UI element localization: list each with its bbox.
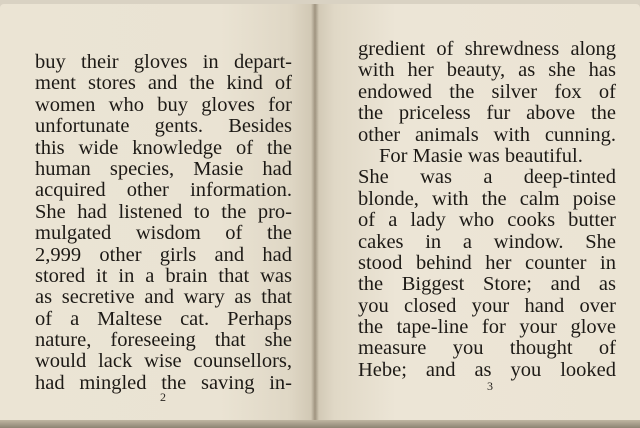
text-line: this wide knowledge of the [35,136,292,159]
text-line: mulgated wisdom of the [35,222,292,245]
text-line: For Masie was beautiful. [379,144,583,167]
page-edge [0,420,640,428]
text-line: as secretive and wary as that [35,286,292,309]
text-line: unfortunate gents. Besides [35,115,292,138]
text-line: endowed the silver fox of [358,80,616,103]
text-line: stood behind her counter in [358,251,616,274]
text-line: ment stores and the kind of [35,72,292,95]
text-line: the priceless fur above the [358,102,616,125]
page-number-left: 2 [160,390,166,404]
text-line: blonde, with the calm poise [358,187,616,210]
text-line: gredient of shrewdness along [358,38,616,60]
text-line: would lack wise counsellors, [35,350,292,373]
text-line: of a lady who cooks butter [358,209,616,232]
page-number-right: 3 [487,379,493,393]
text-line: Hebe; and as you looked [358,358,616,381]
text-line: She had listened to the pro- [35,200,292,223]
left-page [0,4,315,424]
text-line: cakes in a window. She [358,230,616,253]
text-line: 2,999 other girls and had [35,243,292,266]
text-line: with her beauty, as she has [358,59,616,82]
right-page-text [358,39,616,381]
text-line: nature, foreseeing that she [35,329,292,352]
text-line: human species, Masie had [35,157,292,180]
text-line: women who buy gloves for [35,93,292,116]
text-line: the tape-line for your glove [358,316,616,339]
text-line: acquired other information. [35,179,292,202]
text-line: measure you thought of [358,337,616,360]
text-line: of a Maltese cat. Perhaps [35,307,292,330]
right-page [315,4,640,424]
text-line: other animals with cunning. [358,123,616,146]
left-page-text [35,52,292,394]
book-gutter [311,4,319,424]
text-line: you closed your hand over [358,294,616,317]
text-line: She was a deep-tinted [358,166,616,189]
text-line: had mingled the saving in- [35,371,292,394]
text-line: the Biggest Store; and as [358,273,616,296]
text-line: buy their gloves in depart- [35,51,292,73]
text-line: stored it in a brain that was [35,264,292,287]
